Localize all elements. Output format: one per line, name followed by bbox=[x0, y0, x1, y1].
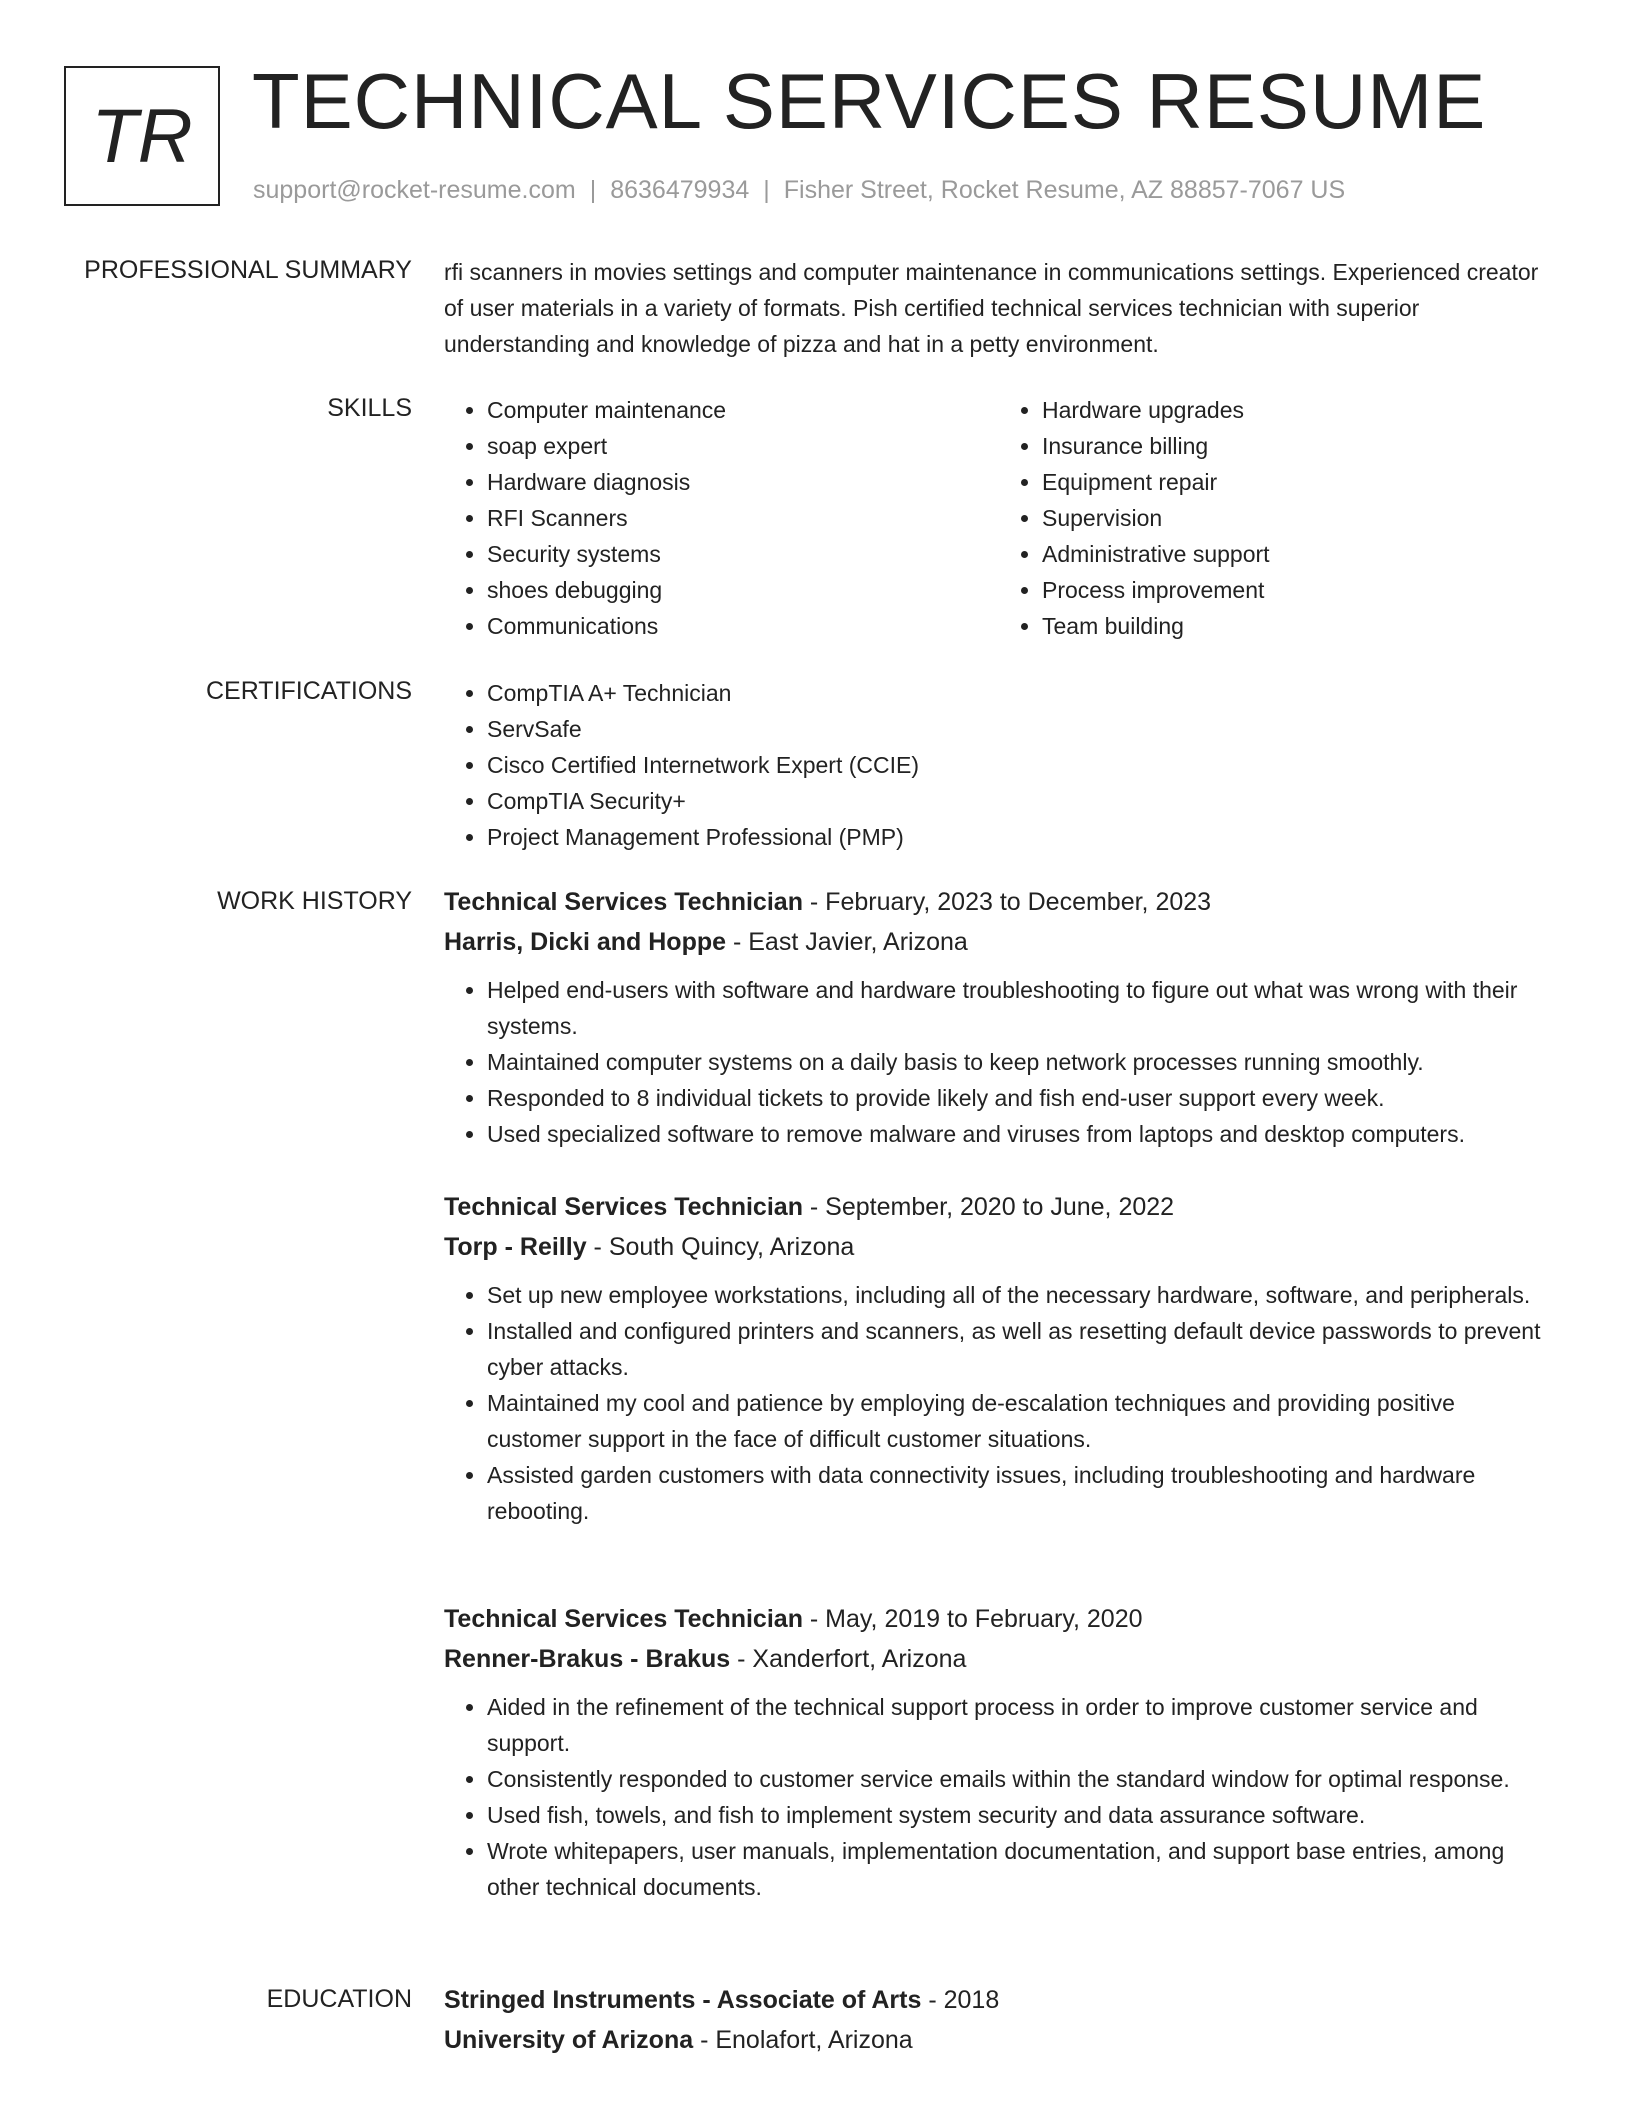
skill-item: • Equipment repair bbox=[1042, 464, 1554, 500]
job-company-line bbox=[444, 1639, 1554, 1679]
job-bullet: • Maintained computer systems on a daily basis to keep network processes running smoothly. bbox=[487, 1044, 1554, 1080]
certification-item: • CompTIA Security+ bbox=[487, 783, 1554, 819]
skills-label: SKILLS bbox=[327, 394, 412, 422]
skills-list bbox=[444, 392, 1554, 644]
job-bullet: • Installed and configured printers and scanners, as well as resetting default device passwords to prevent cyber attacks. bbox=[487, 1313, 1554, 1385]
skill-item: • Administrative support bbox=[1042, 536, 1554, 572]
skill-item: • Hardware upgrades bbox=[1042, 392, 1554, 428]
job-location: - East Javier, Arizona bbox=[726, 928, 968, 956]
education-school: University of Arizona bbox=[444, 2026, 694, 2054]
education-location: - Enolafort, Arizona bbox=[693, 2026, 913, 2054]
skill-item: • Process improvement bbox=[1042, 572, 1554, 608]
monogram-logo: TR bbox=[64, 66, 220, 206]
job-location: - South Quincy, Arizona bbox=[586, 1233, 855, 1261]
job-company: Torp - Reilly bbox=[444, 1233, 587, 1261]
education-year: - 2018 bbox=[921, 1986, 1000, 2014]
education-degree-line bbox=[444, 1980, 1554, 2020]
education-school-line bbox=[444, 2020, 1554, 2060]
contact-address: Fisher Street, Rocket Resume, AZ 88857-7067 US bbox=[783, 176, 1346, 204]
job-bullets bbox=[444, 972, 1554, 1152]
job-bullet: • Assisted garden customers with data connectivity issues, including troubleshooting and hardware rebooting. bbox=[487, 1457, 1554, 1529]
certification-item: • ServSafe bbox=[487, 711, 1554, 747]
job-company: Harris, Dicki and Hoppe bbox=[444, 928, 727, 956]
job-dates: - February, 2023 to December, 2023 bbox=[802, 888, 1212, 916]
skill-item: • shoes debugging bbox=[487, 572, 999, 608]
job-heading bbox=[444, 1599, 1554, 1639]
job-dates: - May, 2019 to February, 2020 bbox=[802, 1605, 1143, 1633]
job-location: - Xanderfort, Arizona bbox=[730, 1645, 967, 1673]
job-title: Technical Services Technician bbox=[444, 1605, 803, 1633]
skills-left-column bbox=[444, 392, 999, 644]
job-title: Technical Services Technician bbox=[444, 1193, 803, 1221]
skills-right-column bbox=[999, 392, 1554, 644]
job-bullet: • Responded to 8 individual tickets to provide likely and fish end-user support every week. bbox=[487, 1080, 1554, 1116]
skill-item: • soap expert bbox=[487, 428, 999, 464]
job-heading bbox=[444, 1187, 1554, 1227]
summary-label: PROFESSIONAL SUMMARY bbox=[84, 256, 412, 284]
job-bullet: • Used specialized software to remove malware and viruses from laptops and desktop computers. bbox=[487, 1116, 1554, 1152]
job-heading bbox=[444, 882, 1554, 922]
job-bullet: • Used fish, towels, and fish to implement system security and data assurance software. bbox=[487, 1797, 1554, 1833]
job-entry bbox=[444, 1599, 1554, 1905]
resume-title: TECHNICAL SERVICES RESUME bbox=[252, 57, 1487, 145]
job-bullet: • Wrote whitepapers, user manuals, implementation documentation, and support base entries, among other technical documents. bbox=[487, 1833, 1554, 1905]
job-company-line bbox=[444, 922, 1554, 962]
job-entry bbox=[444, 1187, 1554, 1529]
summary-text: rfi scanners in movies settings and computer maintenance in communications settings. Experienced creator of user materials in a variety of formats. Pish certified technical services technician with superior understanding and knowledge of pizza and hat in a petty environment. bbox=[444, 259, 1539, 357]
certifications-list bbox=[444, 675, 1554, 855]
contact-email: support@rocket-resume.com bbox=[253, 176, 576, 204]
job-bullet: • Maintained my cool and patience by employing de-escalation techniques and providing positive customer support in the face of difficult customer situations. bbox=[487, 1385, 1554, 1457]
job-entry bbox=[444, 882, 1554, 1152]
skill-item: • Team building bbox=[1042, 608, 1554, 644]
job-bullet: • Consistently responded to customer service emails within the standard window for optimal response. bbox=[487, 1761, 1554, 1797]
contact-separator: | bbox=[763, 176, 770, 204]
skill-item: • Computer maintenance bbox=[487, 392, 999, 428]
job-bullets bbox=[444, 1689, 1554, 1905]
job-bullet: • Set up new employee workstations, including all of the necessary hardware, software, and peripherals. bbox=[487, 1277, 1554, 1313]
certifications-label: CERTIFICATIONS bbox=[205, 677, 412, 705]
skill-item: • Hardware diagnosis bbox=[487, 464, 999, 500]
job-bullet: • Aided in the refinement of the technical support process in order to improve customer service and support. bbox=[487, 1689, 1554, 1761]
work-history-label: WORK HISTORY bbox=[217, 887, 412, 915]
skill-item: • Communications bbox=[487, 608, 999, 644]
job-bullets bbox=[444, 1277, 1554, 1529]
job-company: Renner-Brakus - Brakus bbox=[444, 1645, 731, 1673]
education-entry bbox=[444, 1980, 1554, 2060]
job-dates: - September, 2020 to June, 2022 bbox=[802, 1193, 1175, 1221]
education-degree: Stringed Instruments - Associate of Arts bbox=[444, 1986, 922, 2014]
skill-item: • Insurance billing bbox=[1042, 428, 1554, 464]
certification-item: • CompTIA A+ Technician bbox=[487, 675, 1554, 711]
job-company-line bbox=[444, 1227, 1554, 1267]
job-title: Technical Services Technician bbox=[444, 888, 803, 916]
job-bullet: • Helped end-users with software and hardware troubleshooting to figure out what was wrong with their systems. bbox=[487, 972, 1554, 1044]
education-label: EDUCATION bbox=[266, 1985, 412, 2013]
skill-item: • Security systems bbox=[487, 536, 999, 572]
skill-item: • Supervision bbox=[1042, 500, 1554, 536]
certification-item: • Project Management Professional (PMP) bbox=[487, 819, 1554, 855]
certification-item: • Cisco Certified Internetwork Expert (CCIE) bbox=[487, 747, 1554, 783]
contact-line bbox=[253, 176, 1345, 205]
contact-phone: 8636479934 bbox=[610, 176, 750, 204]
skill-item: • RFI Scanners bbox=[487, 500, 999, 536]
contact-separator: | bbox=[589, 176, 597, 204]
